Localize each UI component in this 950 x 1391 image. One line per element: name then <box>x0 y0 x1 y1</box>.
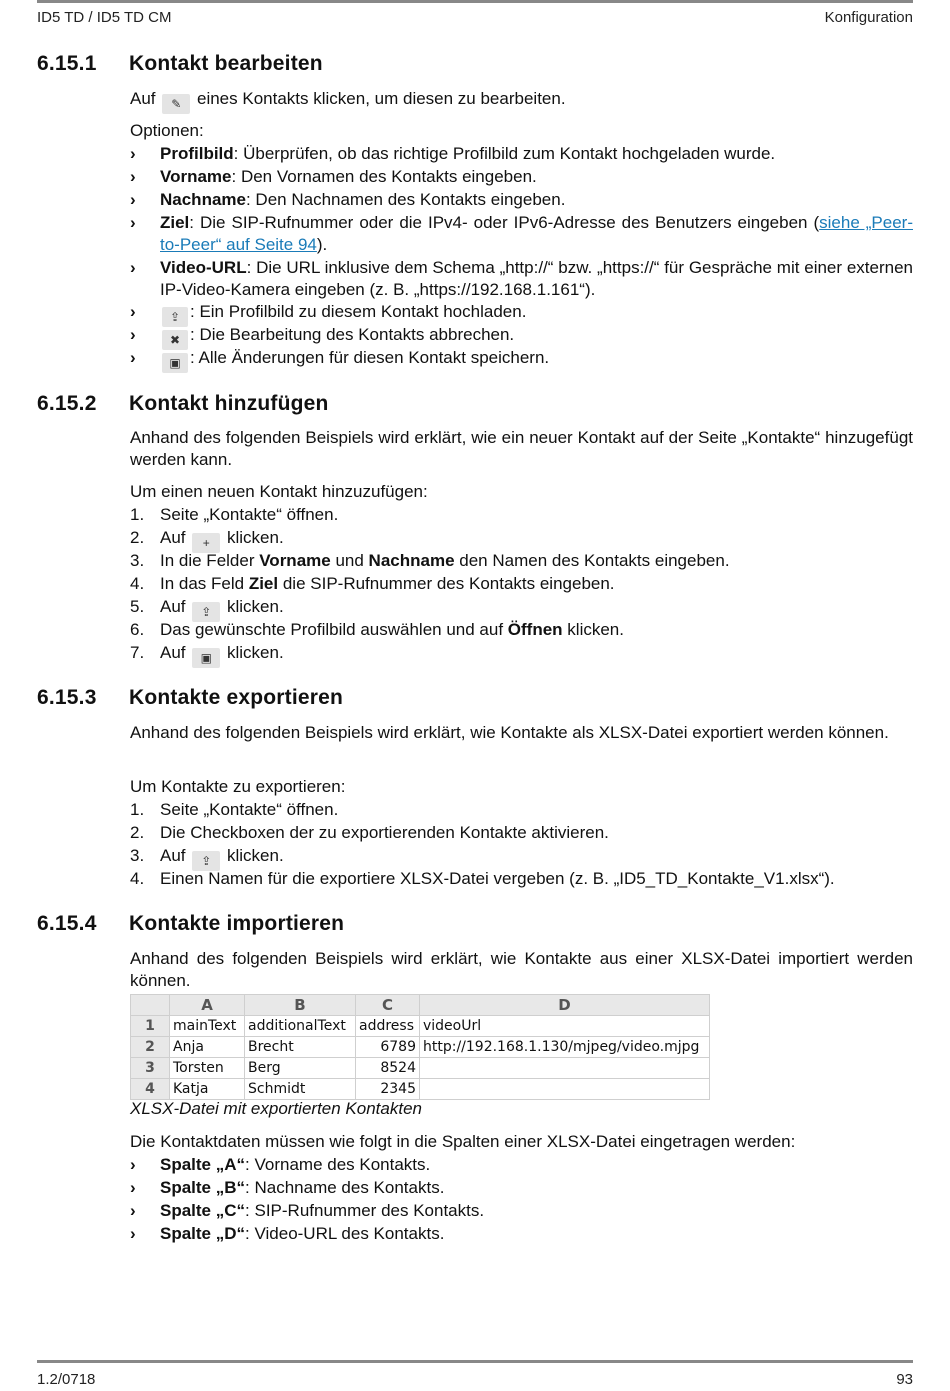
header-chapter: Konfiguration <box>824 9 913 26</box>
paragraph: Anhand des folgenden Beispiels wird erklärt, wie Kontakte als XLSX-Datei exportiert werden können. <box>130 723 889 742</box>
upload-icon: ⇪ <box>192 602 220 622</box>
footer-version: 1.2/0718 <box>37 1371 96 1388</box>
list-item: › Ziel: Die SIP-Rufnummer oder die IPv4- oder IPv6-Adresse des Benutzers eingeben (siehe „Peer-to-Peer“ auf Seite 94). <box>130 213 913 254</box>
column-header: C <box>356 995 420 1016</box>
save-icon: ▣ <box>192 648 220 668</box>
list-item: 1. Seite „Kontakte“ öffnen. <box>130 505 339 524</box>
list-item: › Nachname: Den Nachnamen des Kontakts eingeben. <box>130 190 566 209</box>
list-item: 4. Einen Namen für die exportiere XLSX-Datei vergeben (z. B. „ID5_TD_Kontakte_V1.xlsx“). <box>130 869 835 888</box>
list-item: › Spalte „D“: Video-URL des Kontakts. <box>130 1224 445 1243</box>
upload-icon: ⇪ <box>162 307 188 327</box>
table-header-row <box>131 995 710 1016</box>
page-footer <box>37 1360 913 1391</box>
table-row: 4 Katja Schmidt 2345 <box>131 1079 710 1100</box>
spreadsheet-example <box>130 994 710 1100</box>
paragraph: Anhand des folgenden Beispiels wird erklärt, wie Kontakte aus einer XLSX-Datei importiert werden können. <box>130 949 913 990</box>
list-item: › ✖ : Die Bearbeitung des Kontakts abbrechen. <box>130 324 913 350</box>
page-header <box>37 0 913 33</box>
cancel-icon: ✖ <box>162 330 188 350</box>
column-header: A <box>170 995 245 1016</box>
paragraph: Um einen neuen Kontakt hinzuzufügen: <box>130 482 428 501</box>
list-item: › Profilbild: Überprüfen, ob das richtige Profilbild zum Kontakt hochgeladen wurde. <box>130 144 776 163</box>
save-icon: ▣ <box>162 353 188 373</box>
list-item: 3. In die Felder Vorname und Nachname den Namen des Kontakts eingeben. <box>130 551 730 570</box>
paragraph: Optionen: <box>130 121 204 140</box>
list-item: › Spalte „A“: Vorname des Kontakts. <box>130 1155 431 1174</box>
list-item: 7. Auf ▣ klicken. <box>130 642 913 668</box>
paragraph: Anhand des folgenden Beispiels wird erklärt, wie ein neuer Kontakt auf der Seite „Kontakte“ hinzugefügt werden kann. <box>130 428 913 469</box>
table-row: 1 mainText additionalText address videoUrl <box>131 1016 710 1037</box>
list-item: › Spalte „C“: SIP-Rufnummer des Kontakts. <box>130 1201 485 1220</box>
list-item: 2. Auf + klicken. <box>130 527 913 553</box>
figure-caption: XLSX-Datei mit exportierten Kontakten <box>130 1099 422 1118</box>
list-item: 1. Seite „Kontakte“ öffnen. <box>130 800 339 819</box>
list-item: 6. Das gewünschte Profilbild auswählen und auf Öffnen klicken. <box>130 620 624 639</box>
peer-to-peer-link[interactable]: siehe „Peer-to-Peer“ auf Seite 94 <box>160 213 913 254</box>
column-header: D <box>420 995 710 1016</box>
header-product: ID5 TD / ID5 TD CM <box>37 9 172 26</box>
list-item: › ⇪ : Ein Profilbild zu diesem Kontakt hochladen. <box>130 301 913 327</box>
list-item: › Video-URL: Die URL inklusive dem Schema „http://“ bzw. „https://“ für Gespräche mit einer externen IP-Video-Kamera eingeben (z. B. „https://192.168.1.161“). <box>130 258 913 299</box>
column-header: B <box>245 995 356 1016</box>
add-icon: + <box>192 533 220 553</box>
table-row: 3 Torsten Berg 8524 <box>131 1058 710 1079</box>
paragraph: Die Kontaktdaten müssen wie folgt in die Spalten einer XLSX-Datei eingetragen werden: <box>130 1132 796 1151</box>
section-heading: 6.15.3 Kontakte exportieren <box>37 686 344 709</box>
list-item: › Vorname: Den Vornamen des Kontakts eingeben. <box>130 167 537 186</box>
upload-icon: ⇪ <box>192 851 220 871</box>
list-item: › Spalte „B“: Nachname des Kontakts. <box>130 1178 445 1197</box>
section-heading: 6.15.1 Kontakt bearbeiten <box>37 52 323 75</box>
section-heading: 6.15.4 Kontakte importieren <box>37 912 345 935</box>
list-item: 5. Auf ⇪ klicken. <box>130 596 913 622</box>
list-item: 3. Auf ⇪ klicken. <box>130 845 913 871</box>
list-item: 4. In das Feld Ziel die SIP-Rufnummer des Kontakts eingeben. <box>130 574 615 593</box>
page-number: 93 <box>896 1371 913 1388</box>
paragraph: Um Kontakte zu exportieren: <box>130 777 346 796</box>
table-row: 2 Anja Brecht 6789 http://192.168.1.130/mjpeg/video.mjpg <box>131 1037 710 1058</box>
paragraph: Auf ✎ eines Kontakts klicken, um diesen zu bearbeiten. <box>130 88 913 114</box>
edit-icon: ✎ <box>162 94 190 114</box>
list-item: 2. Die Checkboxen der zu exportierenden Kontakte aktivieren. <box>130 823 609 842</box>
section-heading: 6.15.2 Kontakt hinzufügen <box>37 392 329 415</box>
list-item: › ▣ : Alle Änderungen für diesen Kontakt speichern. <box>130 347 913 373</box>
